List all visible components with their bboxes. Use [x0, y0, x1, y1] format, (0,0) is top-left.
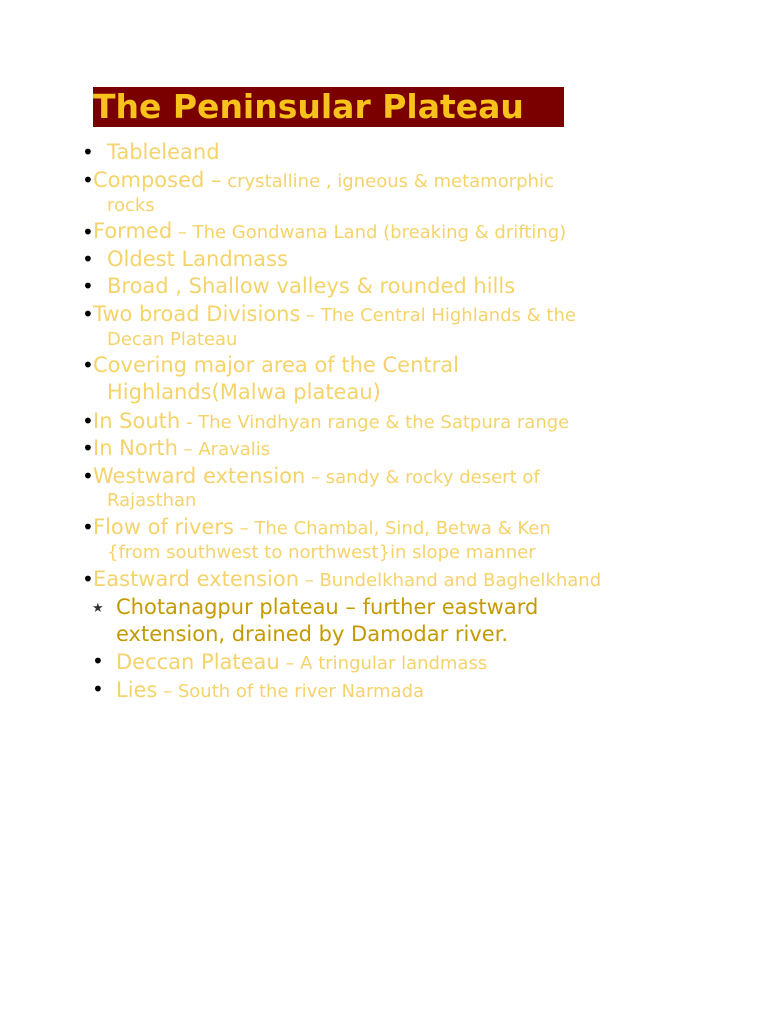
- list-item: Westward extension – sandy & rocky desert of: [93, 464, 540, 488]
- list-item-continuation: Rajasthan: [107, 490, 197, 511]
- list-item: Oldest Landmass: [107, 247, 288, 271]
- bullet-icon: •: [82, 302, 94, 326]
- bullet-icon: •: [82, 353, 94, 377]
- list-item: Eastward extension – Bundelkhand and Baghelkhand: [93, 567, 602, 591]
- sub-list-item: Chotanagpur plateau – further eastward: [116, 595, 539, 619]
- bullet-icon: •: [82, 464, 94, 488]
- list-item: Two broad Divisions – The Central Highlands & the: [93, 302, 576, 326]
- sub-list-item: Deccan Plateau – A tringular landmass: [116, 650, 488, 674]
- bullet-icon: •: [82, 409, 94, 433]
- bullet-icon: •: [82, 515, 94, 539]
- list-item-continuation: Highlands(Malwa plateau): [107, 380, 381, 404]
- bullet-icon: •: [82, 168, 94, 192]
- page-title: The Peninsular Plateau: [93, 87, 564, 127]
- bullet-icon: •: [82, 567, 94, 591]
- list-item: Covering major area of the Central: [93, 353, 459, 377]
- bullet-icon: •: [82, 220, 94, 244]
- list-item-continuation: Decan Plateau: [107, 329, 238, 350]
- list-item: In South - The Vindhyan range & the Satpura range: [93, 409, 570, 433]
- bullet-icon: •: [92, 677, 104, 701]
- bullet-icon: •: [82, 274, 94, 298]
- list-item: Tableleand: [107, 140, 220, 164]
- list-item-continuation: {from southwest to northwest}in slope manner: [107, 542, 536, 563]
- bullet-icon: •: [82, 247, 94, 271]
- list-item: Composed – crystalline , igneous & metamorphic: [93, 168, 554, 192]
- list-item-continuation: rocks: [107, 195, 155, 216]
- sub-list-item: Lies – South of the river Narmada: [116, 678, 425, 702]
- list-item: Formed – The Gondwana Land (breaking & drifting): [93, 219, 567, 243]
- bullet-icon: •: [82, 140, 94, 164]
- bullet-icon: •: [92, 649, 104, 673]
- star-icon: ★: [92, 601, 104, 616]
- sub-list-item-continuation: extension, drained by Damodar river.: [116, 622, 509, 646]
- bullet-icon: •: [82, 436, 94, 460]
- list-item: Broad , Shallow valleys & rounded hills: [107, 274, 516, 298]
- list-item: In North – Aravalis: [93, 436, 271, 460]
- list-item: Flow of rivers – The Chambal, Sind, Betwa & Ken: [93, 515, 551, 539]
